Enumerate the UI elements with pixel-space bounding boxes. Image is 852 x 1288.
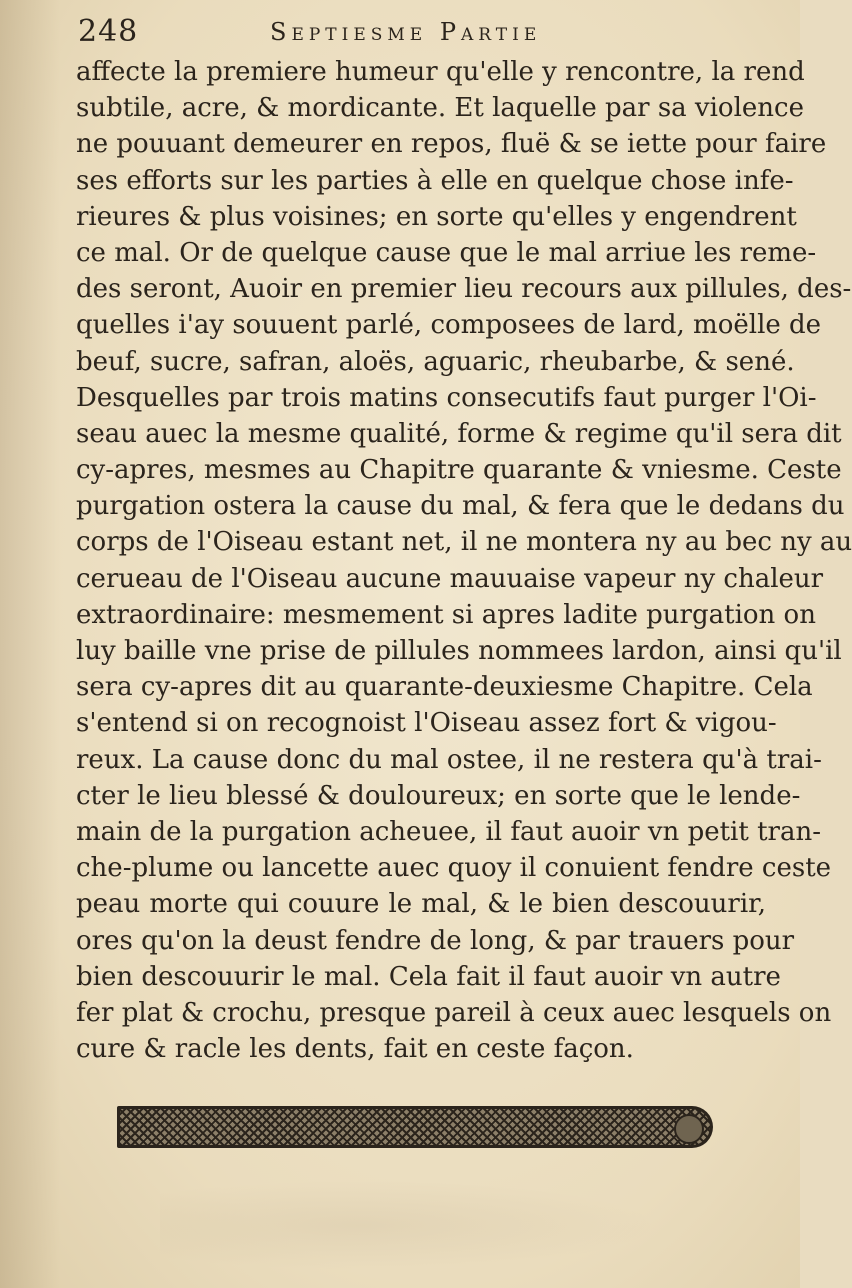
text-line: cerueau de l'Oiseau aucune mauuaise vapeur ny chaleur (76, 563, 824, 594)
iron-tool-illustration-icon (117, 1106, 713, 1148)
text-line: s'entend si on recognoist l'Oiseau assez fort & vigou- (76, 708, 777, 739)
text-line: luy baille vne prise de pillules nommees lardon, ainsi qu'il (76, 636, 842, 666)
text-line: ne pouuant demeurer en repos, fluë & se iette pour faire (76, 129, 827, 160)
text-line: subtile, acre, & mordicante. Et laquelle par sa violence (76, 93, 804, 124)
text-line: beuf, sucre, safran, aloës, aguaric, rheubarbe, & sené. (76, 346, 795, 377)
body-text (76, 54, 852, 1067)
running-head: Septiesme Partie (270, 18, 542, 46)
text-line: reux. La cause donc du mal ostee, il ne restera qu'à trai- (76, 744, 822, 775)
text-line: ores qu'on la deust fendre de long, & par trauers pour (76, 925, 795, 956)
text-line: che-plume ou lancette auec quoy il conuient fendre ceste (76, 853, 832, 884)
text-line: extraordinaire: mesmement si apres ladite purgation on (76, 599, 816, 630)
page-number: 248 (78, 14, 139, 49)
text-line: seau auec la mesme qualité, forme & regime qu'il sera dit (76, 418, 842, 449)
text-line: Desquelles par trois matins consecutifs faut purger l'Oi- (76, 382, 817, 413)
page-gutter-shadow (0, 0, 60, 1288)
text-line: ses efforts sur les parties à elle en quelque chose infe- (76, 165, 794, 196)
text-line: des seront, Auoir en premier lieu recours aux pillules, des- (76, 274, 852, 305)
text-line: corps de l'Oiseau estant net, il ne montera ny au bec ny au (76, 527, 852, 558)
text-line: affecte la premiere humeur qu'elle y rencontre, la rend (76, 57, 805, 87)
text-line: purgation ostera la cause du mal, & fera que le dedans du (76, 491, 845, 522)
text-line: cure & racle les dents, fait en ceste façon. (76, 1034, 634, 1065)
text-line: cy-apres, mesmes au Chapitre quarante & vniesme. Ceste (76, 455, 842, 486)
text-line: cter le lieu blessé & douloureux; en sorte que le lende- (76, 780, 801, 811)
text-line: ce mal. Or de quelque cause que le mal arriue les reme- (76, 237, 817, 268)
text-line: rieures & plus voisines; en sorte qu'elles y engendrent (76, 201, 797, 232)
show-through-bleed (160, 1180, 660, 1270)
text-line: bien descouurir le mal. Cela fait il faut auoir vn autre (76, 961, 781, 992)
text-line: sera cy-apres dit au quarante-deuxiesme Chapitre. Cela (76, 672, 813, 703)
text-line: quelles i'ay souuent parlé, composees de lard, moëlle de (76, 310, 822, 341)
page-header (78, 14, 778, 54)
text-line: fer plat & crochu, presque pareil à ceux auec lesquels on (76, 997, 832, 1028)
text-line: main de la purgation acheuee, il faut auoir vn petit tran- (76, 816, 821, 847)
text-line: peau morte qui couure le mal, & le bien descouurir, (76, 889, 766, 920)
